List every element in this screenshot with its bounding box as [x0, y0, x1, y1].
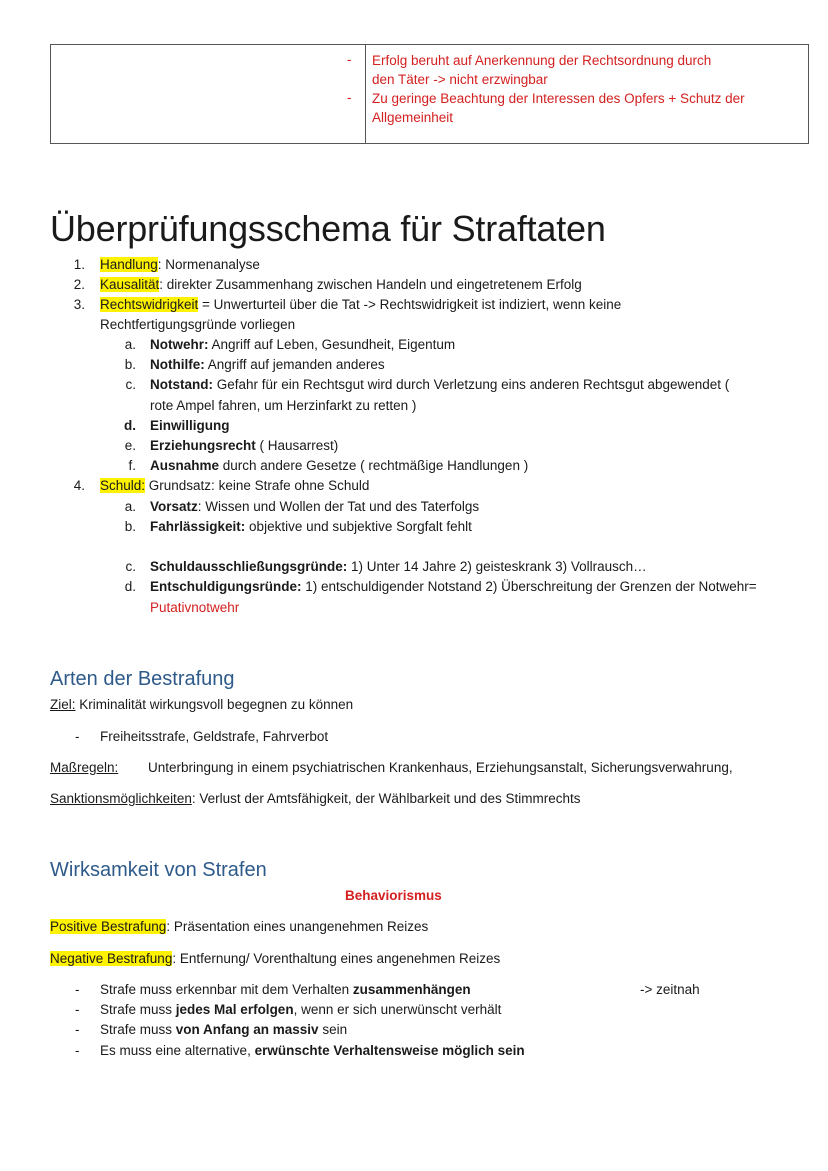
list-item: [100, 1043, 525, 1058]
sub-letter: a.: [124, 337, 136, 352]
massregeln-text: Unterbringung in einem psychiatrischen Krankenhaus, Erziehungsanstalt, Sicherungsverwahrung,: [148, 760, 733, 775]
sub-letter: d.: [124, 418, 136, 433]
massregeln-label: Maßregeln:: [50, 760, 119, 775]
list-item: [100, 297, 621, 312]
item-text: , wenn er sich unerwünscht verhält: [293, 1002, 502, 1017]
item-text: Strafe muss erkennbar mit dem Verhalten: [100, 982, 353, 997]
item-text: : Entfernung/ Vorenthaltung eines angenehmen Reizes: [172, 951, 501, 966]
sub-item-text: 1) entschuldigender Notstand 2) Überschreitung der Grenzen der Notwehr=: [301, 579, 757, 594]
table-bullet: -: [347, 52, 352, 67]
sub-item: [150, 519, 472, 534]
highlight-term: Handlung: [100, 257, 158, 272]
section-heading-wirksamkeit: Wirksamkeit von Strafen: [50, 859, 267, 881]
zeitnah-note: -> zeitnah: [640, 982, 700, 997]
list-item: [100, 1002, 501, 1017]
sub-letter: e.: [124, 438, 136, 453]
list-number: 2.: [73, 277, 85, 292]
highlight-term: Negative Bestrafung: [50, 951, 173, 966]
list-item: [100, 257, 260, 272]
sub-item-term: Fahrlässigkeit:: [150, 519, 246, 534]
behaviorismus-heading: Behaviorismus: [345, 888, 442, 903]
list-item: [100, 1022, 347, 1037]
list-number: 3.: [73, 297, 85, 312]
ziel-label: Ziel:: [50, 697, 76, 712]
sub-item: [150, 357, 385, 372]
sanktion-text: : Verlust der Amtsfähigkeit, der Wählbarkeit und des Stimmrechts: [191, 791, 581, 806]
sub-item: [150, 377, 729, 392]
sub-item-text: Gefahr für ein Rechtsgut wird durch Verletzung eins anderen Rechtsgut abgewendet (: [213, 377, 730, 392]
sub-item-term: Vorsatz: [150, 499, 198, 514]
sub-item-term: Notstand:: [150, 377, 213, 392]
positive-bestrafung-line: [50, 919, 428, 934]
item-text: Es muss eine alternative,: [100, 1043, 255, 1058]
bullet-dash: -: [75, 982, 80, 997]
page-title: Überprüfungsschema für Straftaten: [50, 208, 606, 249]
sub-item-term: Schuldausschließungsgründe:: [150, 559, 348, 574]
sub-item-text: Angriff auf Leben, Gesundheit, Eigentum: [208, 337, 456, 352]
sub-item: [150, 418, 230, 433]
item-bold: von Anfang an massiv: [175, 1022, 319, 1037]
sub-letter: a.: [124, 499, 136, 514]
sub-item-text: rote Ampel fahren, um Herzinfarkt zu retten ): [150, 398, 417, 413]
item-text: : Normenanalyse: [157, 257, 260, 272]
table-text: Zu geringe Beachtung der Interessen des Opfers + Schutz der: [372, 91, 745, 106]
item-text: Strafe muss: [100, 1002, 176, 1017]
sub-item-text: durch andere Gesetze ( rechtmäßige Handlungen ): [219, 458, 529, 473]
item-text: : direkter Zusammenhang zwischen Handeln und eingetretenem Erfolg: [159, 277, 582, 292]
sub-letter: c.: [125, 559, 136, 574]
highlight-term: Schuld:: [100, 478, 146, 493]
sanktion-label: Sanktionsmöglichkeiten: [50, 791, 192, 806]
sub-item-term: Erziehungsrecht: [150, 438, 256, 453]
ziel-text: Kriminalität wirkungsvoll begegnen zu können: [75, 697, 354, 712]
sub-item: [150, 579, 757, 594]
bullet-dash: -: [75, 729, 80, 744]
list-item: [100, 982, 471, 997]
highlight-term: Rechtswidrigkeit: [100, 297, 199, 312]
highlight-term: Positive Bestrafung: [50, 919, 167, 934]
item-bold: jedes Mal erfolgen: [175, 1002, 294, 1017]
sub-item-text: ( Hausarrest): [255, 438, 339, 453]
sub-item-term: Notwehr:: [150, 337, 209, 352]
sub-item: [150, 559, 647, 574]
sub-letter: b.: [124, 357, 136, 372]
sub-item-term: Nothilfe:: [150, 357, 205, 372]
bullet-dash: -: [75, 1043, 80, 1058]
sub-item-term: Einwilligung: [150, 418, 230, 433]
sub-letter: d.: [124, 579, 136, 594]
item-text: = Unwerturteil über die Tat -> Rechtswidrigkeit ist indiziert, wenn keine: [198, 297, 622, 312]
sub-item: [150, 499, 479, 514]
bullet-dash: -: [75, 1022, 80, 1037]
sanktion-line: [50, 791, 581, 806]
item-text: : Präsentation eines unangenehmen Reizes: [166, 919, 429, 934]
item-text: sein: [318, 1022, 348, 1037]
table-text: Erfolg beruht auf Anerkennung der Rechtsordnung durch: [372, 53, 712, 68]
negative-bestrafung-line: [50, 951, 500, 966]
ziel-line: [50, 697, 353, 712]
bullet-dash: -: [75, 1002, 80, 1017]
item-text: Strafe muss: [100, 1022, 176, 1037]
table-text: den Täter -> nicht erzwingbar: [372, 72, 548, 87]
sub-item: [150, 438, 338, 453]
list-item: [100, 277, 582, 292]
list-item: [100, 478, 369, 493]
sub-item-text: objektive und subjektive Sorgfalt fehlt: [245, 519, 472, 534]
putativnotwehr-text: Putativnotwehr: [150, 600, 240, 615]
sub-item: [150, 458, 528, 473]
sub-item: [150, 337, 455, 352]
table-column-divider: [365, 45, 366, 143]
list-number: 4.: [73, 478, 85, 493]
item-bold: erwünschte Verhaltensweise möglich sein: [254, 1043, 525, 1058]
sub-letter: c.: [125, 377, 136, 392]
sub-item-text: 1) Unter 14 Jahre 2) geisteskrank 3) Vollrausch…: [347, 559, 647, 574]
section-heading-arten: Arten der Bestrafung: [50, 668, 235, 690]
strafen-list: Freiheitsstrafe, Geldstrafe, Fahrverbot: [100, 729, 329, 744]
table-text: Allgemeinheit: [372, 110, 454, 125]
item-text: Grundsatz: keine Strafe ohne Schuld: [145, 478, 370, 493]
list-number: 1.: [73, 257, 85, 272]
sub-item-text: : Wissen und Wollen der Tat und des Taterfolgs: [197, 499, 480, 514]
sub-item-text: Angriff auf jemanden anderes: [204, 357, 385, 372]
sub-item-term: Entschuldigungsründe:: [150, 579, 302, 594]
sub-item-term: Ausnahme: [150, 458, 220, 473]
item-bold: zusammenhängen: [352, 982, 471, 997]
item-text: Rechtfertigungsgründe vorliegen: [100, 317, 296, 332]
sub-letter: f.: [128, 458, 136, 473]
highlight-term: Kausalität: [100, 277, 160, 292]
sub-letter: b.: [124, 519, 136, 534]
table-bullet: -: [347, 90, 352, 105]
